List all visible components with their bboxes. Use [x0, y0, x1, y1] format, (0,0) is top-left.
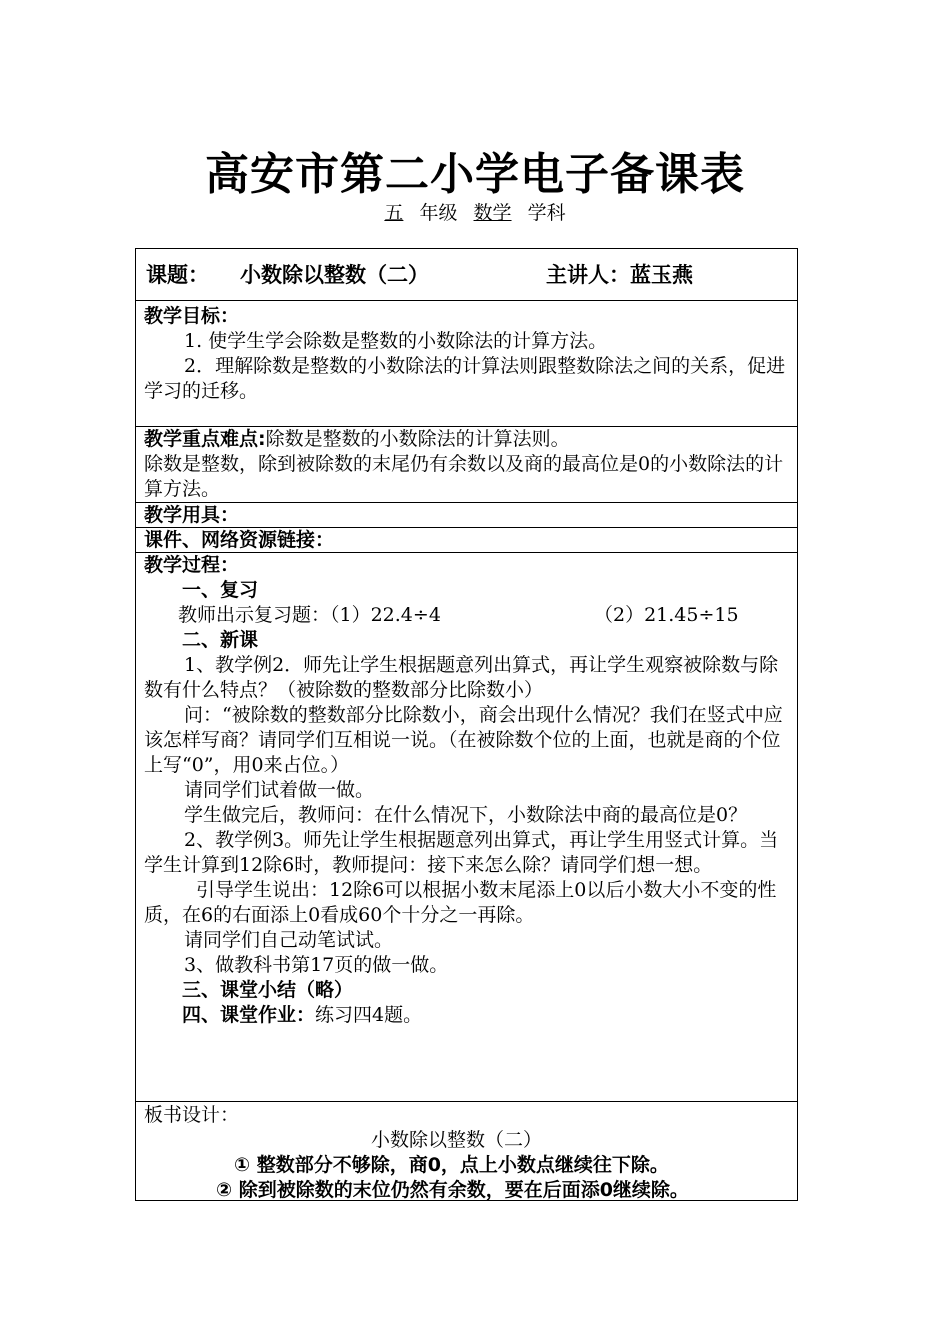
topic-row [136, 249, 797, 301]
process-paragraph: 学生做完后，教师问：在什么情况下，小数除法中商的最高位是0？ [184, 804, 748, 826]
process-paragraph: 请同学们试着做一做。 [184, 779, 375, 801]
board-design-row [136, 1102, 797, 1200]
process-paragraph: 引导学生说出：12除6可以根据小数末尾添上0以后小数大小不变的性质，在6的右面添上0看成60个十分之一再除。 [144, 879, 777, 926]
review-question-2: （2）21.45÷15 [594, 604, 739, 626]
topic-label: 课题： [146, 263, 209, 287]
review-questions [144, 603, 789, 628]
subject-value: 数学 [473, 202, 512, 224]
key-points-row [136, 427, 797, 503]
process-paragraph: 1、教学例2．师先让学生根据题意列出算式，再让学生观察被除数与除数有什么特点？（被除数的整数部分比除数小） [144, 654, 779, 701]
board-line-2: ② 除到被除数的末位仍然有余数，要在后面添0继续除。 [216, 1179, 689, 1201]
process-paragraph: 问：“被除数的整数部分比除数小，商会出现什么情况？我们在竖式中应该怎样写商？请同学们互相说一说。（在被除数个位的上面，也就是商的个位上写“0”，用0来占位。） [144, 704, 783, 776]
section-new-lesson: 二、新课 [182, 629, 259, 651]
grade-value: 五 [384, 202, 404, 224]
process-paragraph: 请同学们自己动笔试试。 [184, 929, 394, 951]
tools-row [136, 503, 797, 528]
goal-item-2: 2．理解除数是整数的小数除法的计算法则跟整数除法之间的关系，促进学习的迁移。 [144, 355, 786, 402]
section-summary: 三、课堂小结（略） [182, 979, 354, 1001]
review-question-1: 教师出示复习题：（1）22.4÷4 [178, 604, 441, 626]
process-row [136, 553, 797, 1102]
resources-row [136, 528, 797, 553]
key-points-label: 教学重点难点: [144, 428, 266, 450]
topic-value: 小数除以整数（二） [240, 263, 429, 287]
board-label: 板书设计： [144, 1104, 240, 1126]
goal-item-1: 1. 使学生学会除数是整数的小数除法的计算方法。 [184, 330, 608, 352]
speaker-value: 蓝玉燕 [630, 263, 693, 287]
tools-label: 教学用具： [144, 504, 240, 526]
board-title: 小数除以整数（二） [370, 1129, 542, 1151]
key-points-text-2: 除数是整数，除到被除数的末尾仍有余数以及商的最高位是0的小数除法的计算方法。 [144, 453, 784, 500]
section-homework [144, 1003, 789, 1028]
subject-suffix: 学科 [527, 202, 566, 224]
lesson-plan-table [135, 248, 798, 1201]
grade-subject-line [0, 200, 950, 226]
process-label: 教学过程： [144, 554, 240, 576]
process-paragraph: 2、教学例3。师先让学生根据题意列出算式，再让学生用竖式计算。当学生计算到12除6时，教师提问：接下来怎么除？请同学们想一想。 [144, 829, 779, 876]
section-review: 一、复习 [182, 579, 259, 601]
grade-suffix: 年级 [419, 202, 458, 224]
speaker-label: 主讲人： [546, 263, 630, 287]
key-points-text-1: 除数是整数的小数除法的计算法则。 [265, 428, 570, 450]
goals-label: 教学目标： [144, 305, 240, 327]
goals-row [136, 301, 797, 427]
homework-label: 四、课堂作业： [182, 1004, 316, 1026]
homework-text: 练习四4题。 [315, 1004, 423, 1026]
process-paragraph: 3、做教科书第17页的做一做。 [184, 954, 449, 976]
page-title: 高安市第二小学电子备课表 [205, 149, 745, 200]
resources-label: 课件、网络资源链接： [144, 529, 335, 551]
board-line-1: ① 整数部分不够除，商0，点上小数点继续往下除。 [234, 1154, 669, 1176]
